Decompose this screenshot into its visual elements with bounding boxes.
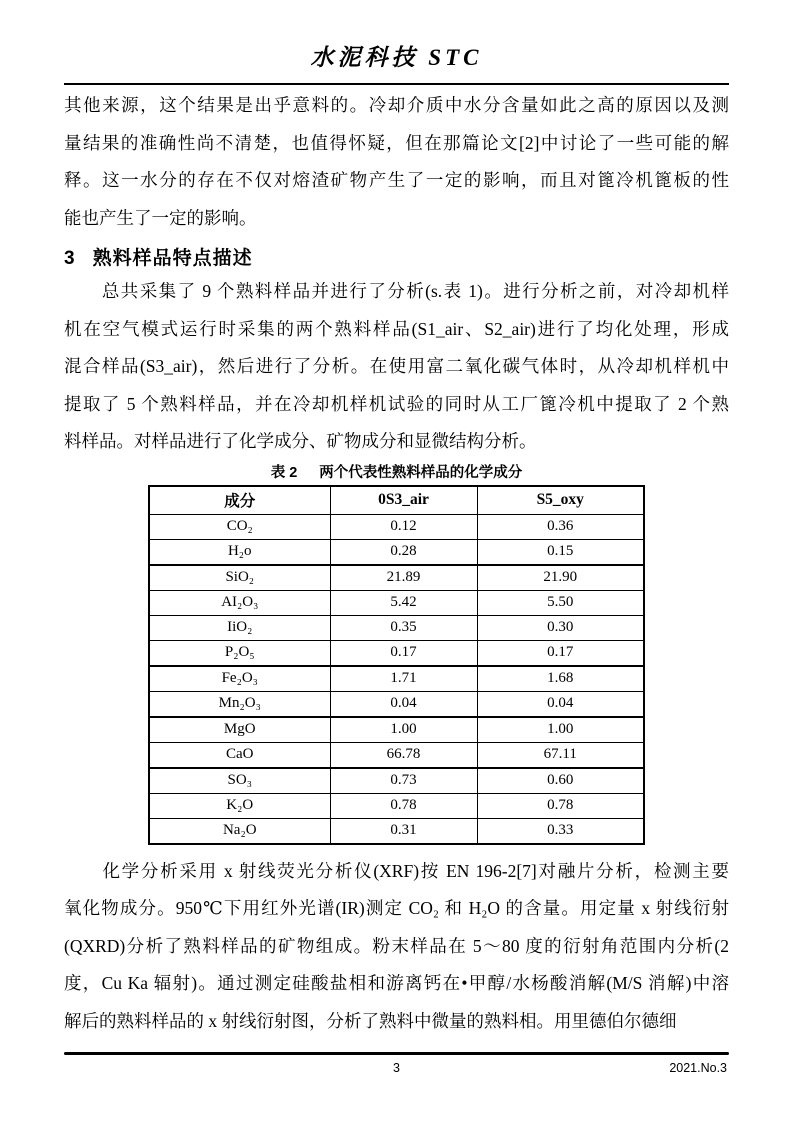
column-header-s5-oxy: S5_oxy: [477, 486, 644, 515]
issue-label: 2021.No.3: [669, 1061, 727, 1075]
value-cell: 1.00: [330, 717, 477, 743]
table-row: [149, 768, 644, 794]
component-cell: CO₂: [149, 514, 330, 539]
header-rule: [64, 83, 729, 85]
paragraph-sampling: [64, 273, 729, 461]
chemical-composition-table: [148, 485, 645, 845]
value-cell: 0.15: [477, 539, 644, 565]
value-cell: 1.00: [477, 717, 644, 743]
table-row: [149, 615, 644, 640]
component-cell: Fe₂O₃: [149, 666, 330, 692]
table-header-row: [149, 486, 644, 515]
value-cell: 1.71: [330, 666, 477, 692]
value-cell: 0.60: [477, 768, 644, 794]
table-row: [149, 539, 644, 565]
journal-title: 水泥科技 STC: [310, 45, 483, 70]
column-header-s3-air: 0S3_air: [330, 486, 477, 515]
text-line: 氧化物成分。950℃下用红外光谱(IR)测定 CO₂ 和 H₂O 的含量。用定量 x 射线衍射: [64, 898, 729, 918]
value-cell: 0.04: [330, 691, 477, 717]
value-cell: 66.78: [330, 742, 477, 768]
section-number: 3: [64, 248, 76, 269]
table-row: [149, 565, 644, 591]
value-cell: 67.11: [477, 742, 644, 768]
text-line: 混合样品(S3_air)，然后进行了分析。在使用富二氧化碳气体时，从冷却机样机中: [64, 356, 729, 376]
text-line: 解后的熟料样品的 x 射线衍射图，分析了熟料中微量的熟料相。用里德伯尔德细: [64, 1010, 677, 1031]
footer-rule: [64, 1052, 729, 1055]
value-cell: 1.68: [477, 666, 644, 692]
table-row: [149, 691, 644, 717]
value-cell: 0.28: [330, 539, 477, 565]
component-cell: H₂o: [149, 539, 330, 565]
value-cell: 21.89: [330, 565, 477, 591]
value-cell: 0.17: [330, 640, 477, 666]
text-line: 总共采集了 9 个熟料样品并进行了分析(s.表 1)。进行分析之前，对冷却机样: [64, 281, 729, 301]
text-line: 量结果的准确性尚不清楚，也值得怀疑，但在那篇论文[2]中讨论了一些可能的解: [64, 132, 729, 153]
footer-row: [64, 1059, 729, 1077]
table-row: [149, 640, 644, 666]
component-cell: MgO: [149, 717, 330, 743]
table-caption: [64, 462, 729, 484]
section-heading: [64, 245, 729, 273]
text-line: 释。这一水分的存在不仅对熔渣矿物产生了一定的影响，而且对篦冷机篦板的性: [64, 170, 729, 190]
table-caption-label: 表 2: [270, 464, 298, 481]
value-cell: 0.12: [330, 514, 477, 539]
table-row: [149, 818, 644, 844]
text-line: 其他来源，这个结果是出乎意料的。冷却介质中水分含量如此之高的原因以及测: [64, 95, 729, 115]
paragraph-analysis-methods: [64, 853, 729, 1041]
text-line: 提取了 5 个熟料样品，并在冷却机样机试验的同时从工厂篦冷机中提取了 2 个熟: [64, 393, 729, 414]
page-number: 3: [393, 1061, 400, 1075]
component-cell: IiO₂: [149, 615, 330, 640]
page-footer: [64, 1052, 729, 1077]
value-cell: 21.90: [477, 565, 644, 591]
value-cell: 0.78: [330, 793, 477, 818]
component-cell: SO₃: [149, 768, 330, 794]
value-cell: 0.17: [477, 640, 644, 666]
value-cell: 5.50: [477, 590, 644, 615]
paragraph-continuation: [64, 87, 729, 237]
text-line: 料样品。对样品进行了化学成分、矿物成分和显微结构分析。: [64, 431, 537, 451]
value-cell: 0.31: [330, 818, 477, 844]
value-cell: 0.33: [477, 818, 644, 844]
value-cell: 0.35: [330, 615, 477, 640]
text-line: 机在空气模式运行时采集的两个熟料样品(S1_air、S2_air)进行了均化处理，形成: [64, 318, 729, 339]
table-caption-text: 两个代表性熟料样品的化学成分: [319, 464, 523, 481]
table-body: [149, 514, 644, 844]
text-line: 能也产生了一定的影响。: [64, 207, 257, 228]
table-row: [149, 793, 644, 818]
table-row: [149, 666, 644, 692]
component-cell: K₂O: [149, 793, 330, 818]
table-row: [149, 717, 644, 743]
text-line: 化学分析采用 x 射线荧光分析仪(XRF)按 EN 196-2[7]对融片分析，检测主要: [64, 860, 729, 881]
value-cell: 5.42: [330, 590, 477, 615]
component-cell: CaO: [149, 742, 330, 768]
value-cell: 0.36: [477, 514, 644, 539]
text-line: (QXRD)分析了熟料样品的矿物组成。粉末样品在 5～80 度的衍射角范围内分析(2: [64, 935, 729, 956]
component-cell: Mn₂O₃: [149, 691, 330, 717]
value-cell: 0.30: [477, 615, 644, 640]
page-header: [64, 0, 729, 85]
component-cell: Na₂O: [149, 818, 330, 844]
page-body: [64, 87, 729, 1040]
component-cell: SiO₂: [149, 565, 330, 591]
table-row: [149, 514, 644, 539]
text-line: 度，Cu Ka 辐射)。通过测定硅酸盐相和游离钙在•甲醇/水杨酸消解(M/S 消解)中溶: [64, 973, 729, 993]
value-cell: 0.73: [330, 768, 477, 794]
table-row: [149, 590, 644, 615]
table-row: [149, 742, 644, 768]
section-title: 熟料样品特点描述: [92, 248, 253, 269]
component-cell: P₂O₅: [149, 640, 330, 666]
component-cell: AI₂O₃: [149, 590, 330, 615]
value-cell: 0.04: [477, 691, 644, 717]
value-cell: 0.78: [477, 793, 644, 818]
column-header-component: 成分: [149, 486, 330, 515]
